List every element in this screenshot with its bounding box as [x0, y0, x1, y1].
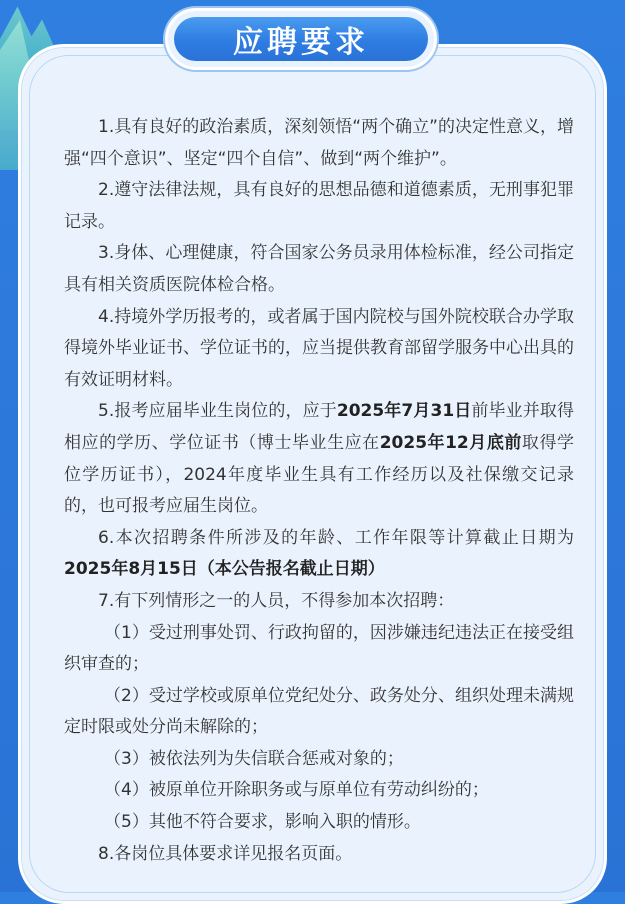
- requirement-item-7: 7.有下列情形之一的人员，不得参加本次招聘：: [98, 590, 455, 611]
- exclusion-item-4: （4）被原单位开除职务或与原单位有劳动纠纷的；: [104, 780, 489, 801]
- requirement-5-part-3: 取得学位学历证书），2024年度毕业生具有工作经历以及社保缴交记录的，也可报考应届生岗位。: [64, 432, 574, 517]
- phd-degree-deadline: 2025年12月底前: [379, 432, 522, 453]
- graduation-deadline: 2025年7月31日: [336, 401, 472, 422]
- exclusion-item-5: （5）其他不符合要求，影响入职的情形。: [104, 812, 421, 833]
- title-badge-inner: [174, 17, 428, 61]
- requirement-5-part-2: 前毕业并取得相应的学历、学位证书（博士毕业生应在: [64, 401, 574, 453]
- requirements-list: [64, 112, 574, 870]
- requirement-item-5: [64, 396, 574, 522]
- requirement-item-4: 4.持境外学历报考的，或者属于国内院校与国外院校联合办学取得境外毕业证书、学位证书的，应当提供教育部留学服务中心出具的有效证明材料。: [64, 306, 574, 390]
- requirement-6-part-1: 6.本次招聘条件所涉及的年龄、工作年限等计算截止日期为: [98, 527, 574, 548]
- calculation-cutoff-date: 2025年8月15日（本公告报名截止日期）: [64, 559, 385, 580]
- page-title: 应聘要求: [233, 25, 369, 60]
- requirement-item-2: 2.遵守法律法规，具有良好的思想品德和道德素质，无刑事犯罪记录。: [64, 180, 574, 232]
- requirement-5-part-1: 5.报考应届毕业生岗位的，应于: [98, 401, 337, 422]
- requirement-item-6: [64, 523, 574, 586]
- requirement-item-1: 1.具有良好的政治素质，深刻领悟“两个确立”的决定性意义，增强“四个意识”、坚定“四个自信”、做到“两个维护”。: [64, 117, 574, 169]
- requirement-item-8: 8.各岗位具体要求详见报名页面。: [98, 843, 353, 864]
- exclusion-item-3: （3）被依法列为失信联合惩戒对象的；: [104, 748, 404, 769]
- exclusion-item-2: （2）受过学校或原单位党纪处分、政务处分、组织处理未满规定时限或处分尚未解除的；: [64, 685, 574, 738]
- requirement-item-3: 3.身体、心理健康，符合国家公务员录用体检标准，经公司指定具有相关资质医院体检合格。: [64, 243, 574, 295]
- title-badge: [165, 8, 437, 70]
- exclusion-item-1: （1）受过刑事处罚、行政拘留的，因涉嫌违纪违法正在接受组织审查的；: [64, 622, 574, 675]
